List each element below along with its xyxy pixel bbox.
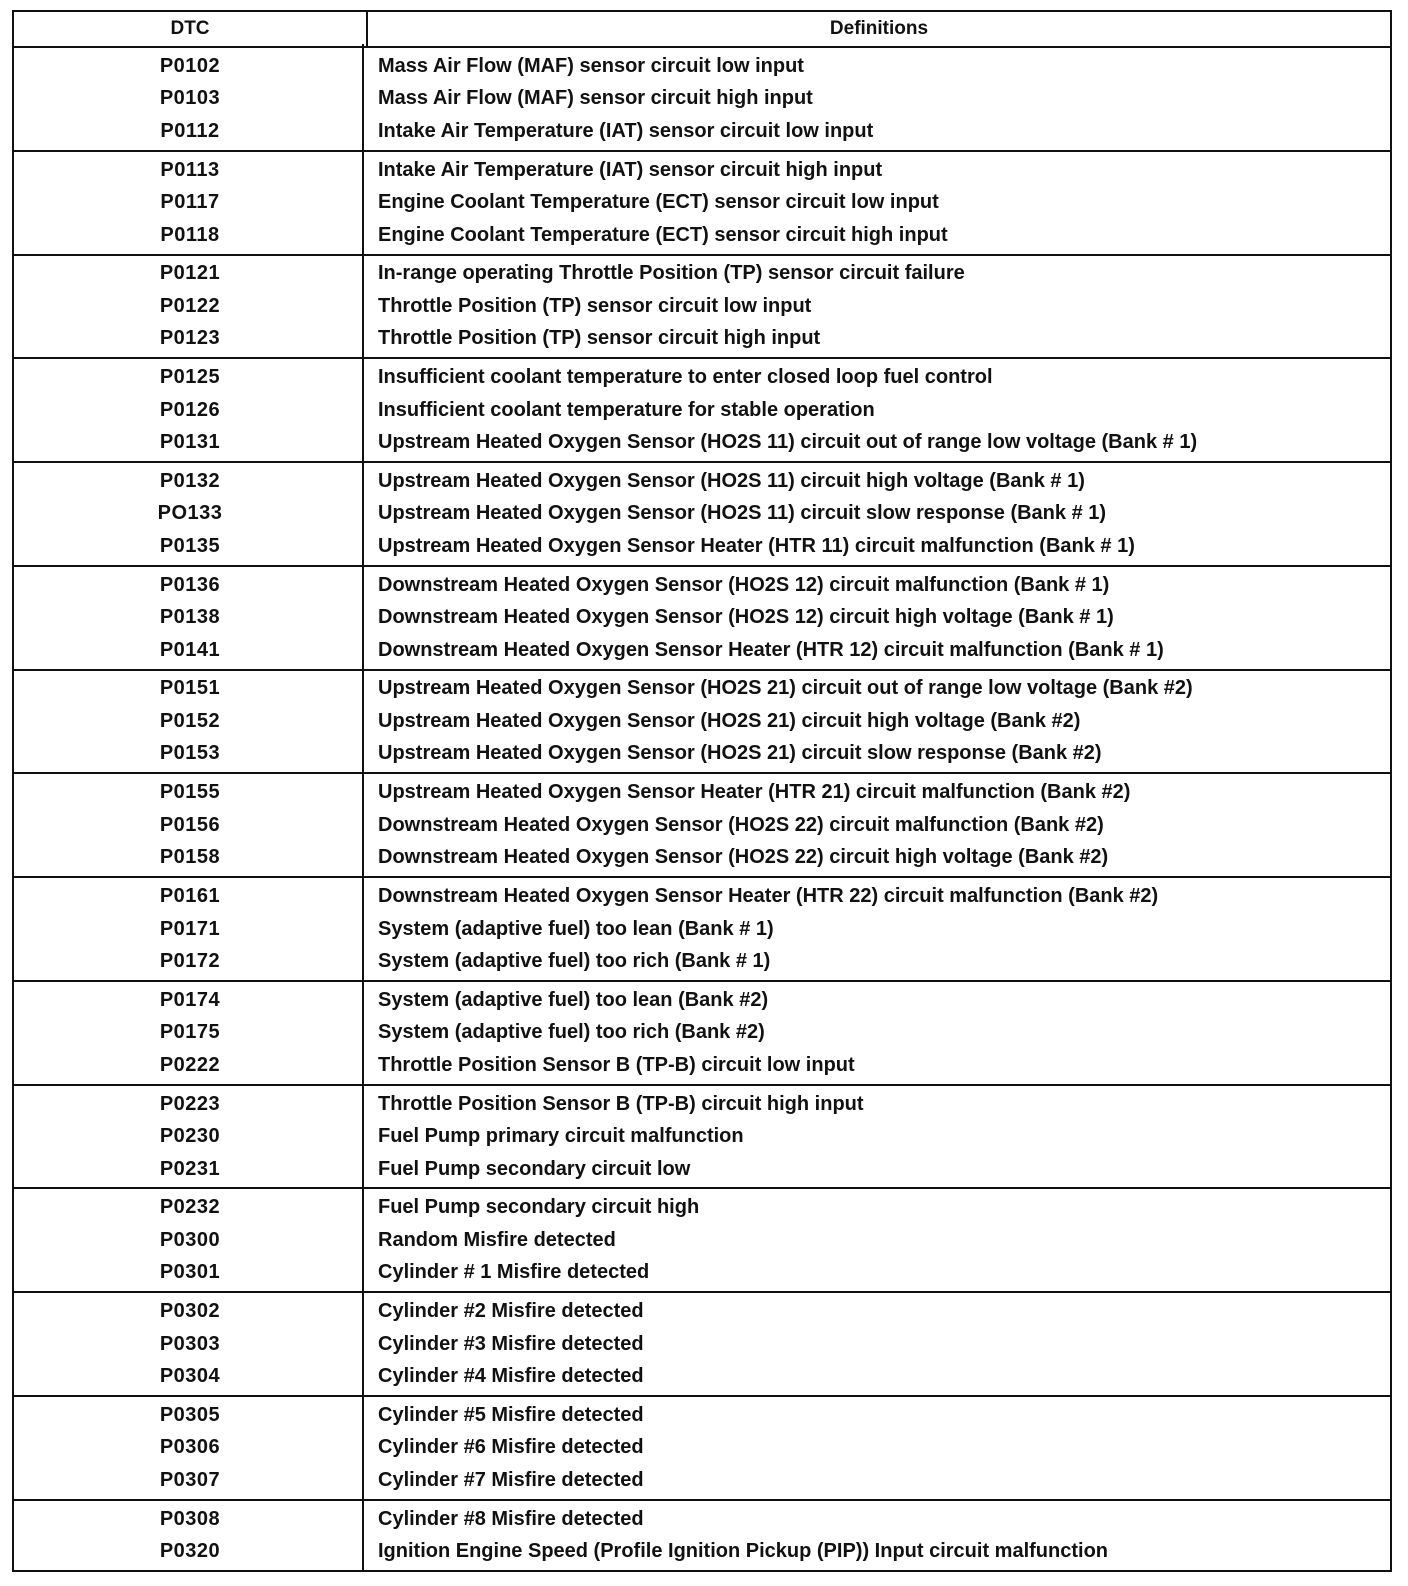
table-row	[14, 738, 1390, 771]
dtc-code: P0113	[160, 158, 220, 181]
dtc-definition: Fuel Pump primary circuit malfunction	[378, 1125, 744, 1148]
dtc-definition: Intake Air Temperature (IAT) sensor circuit high input	[378, 158, 883, 181]
dtc-definition: Fuel Pump secondary circuit high	[378, 1196, 700, 1219]
dtc-code: P0155	[159, 781, 221, 804]
dtc-code: P0126	[159, 398, 221, 421]
row-group	[14, 878, 1390, 982]
dtc-code: P0102	[159, 54, 221, 77]
table-header	[14, 12, 1390, 48]
dtc-code: P0158	[159, 846, 221, 869]
dtc-code: P0152	[159, 709, 221, 732]
dtc-code: P0156	[159, 813, 221, 836]
dtc-definitions-table	[12, 10, 1392, 1572]
dtc-definition: Intake Air Temperature (IAT) sensor circuit low input	[378, 119, 874, 142]
dtc-definition: System (adaptive fuel) too rich (Bank #2)	[378, 1021, 765, 1044]
dtc-definition: Cylinder #6 Misfire detected	[378, 1436, 644, 1459]
table-row	[14, 50, 1390, 83]
dtc-definition: Engine Coolant Temperature (ECT) sensor circuit high input	[378, 223, 948, 246]
dtc-definition: Downstream Heated Oxygen Sensor (HO2S 22) circuit malfunction (Bank #2)	[378, 813, 1104, 836]
dtc-code: P0131	[159, 431, 221, 454]
dtc-code: P0103	[159, 87, 221, 110]
table-row	[14, 115, 1390, 148]
dtc-code: P0308	[159, 1507, 221, 1530]
table-row	[14, 154, 1390, 187]
dtc-code: P0161	[159, 885, 221, 907]
dtc-code: P0117	[160, 191, 220, 214]
table-row	[14, 601, 1390, 634]
table-row	[14, 258, 1390, 291]
table-row	[14, 1192, 1390, 1225]
dtc-definition: Mass Air Flow (MAF) sensor circuit low input	[378, 54, 804, 77]
dtc-definition: Cylinder #8 Misfire detected	[378, 1507, 644, 1530]
table-row	[14, 1049, 1390, 1082]
dtc-code: P0230	[159, 1125, 221, 1148]
table-row	[14, 83, 1390, 116]
dtc-definition: Downstream Heated Oxygen Sensor (HO2S 22) circuit high voltage (Bank #2)	[378, 846, 1109, 869]
dtc-code: P0301	[159, 1261, 221, 1284]
dtc-code: P0307	[159, 1468, 221, 1491]
table-row	[14, 1088, 1390, 1121]
dtc-definition: Downstream Heated Oxygen Sensor Heater (HTR 22) circuit malfunction (Bank #2)	[378, 885, 1159, 907]
dtc-definition: Upstream Heated Oxygen Sensor Heater (HTR 21) circuit malfunction (Bank #2)	[378, 781, 1131, 804]
dtc-definition: Throttle Position Sensor B (TP-B) circuit low input	[378, 1053, 855, 1076]
table-row	[14, 841, 1390, 874]
dtc-definition: Upstream Heated Oxygen Sensor (HO2S 21) circuit out of range low voltage (Bank #2)	[378, 677, 1193, 700]
row-group	[14, 982, 1390, 1086]
dtc-code: PO133	[157, 502, 223, 525]
row-group	[14, 1501, 1390, 1570]
dtc-definition: Throttle Position Sensor B (TP-B) circuit high input	[378, 1092, 864, 1115]
dtc-definition: Upstream Heated Oxygen Sensor (HO2S 11) circuit out of range low voltage (Bank # 1)	[378, 431, 1198, 454]
table-body	[14, 48, 1390, 1570]
dtc-definition: Mass Air Flow (MAF) sensor circuit high input	[378, 87, 813, 110]
table-row	[14, 1464, 1390, 1497]
table-row	[14, 913, 1390, 946]
row-group	[14, 774, 1390, 878]
column-divider	[362, 44, 364, 1570]
row-group	[14, 152, 1390, 256]
table-row	[14, 1432, 1390, 1465]
table-row	[14, 1399, 1390, 1432]
dtc-definition: Engine Coolant Temperature (ECT) sensor circuit low input	[378, 191, 939, 214]
dtc-definition: Cylinder #3 Misfire detected	[378, 1332, 644, 1355]
row-group	[14, 567, 1390, 671]
definitions-column-header: Definitions	[829, 18, 929, 39]
dtc-code: P0305	[159, 1403, 221, 1426]
dtc-code: P0121	[159, 262, 221, 285]
dtc-definition: Upstream Heated Oxygen Sensor (HO2S 21) circuit slow response (Bank #2)	[378, 742, 1102, 765]
table-row	[14, 361, 1390, 394]
table-row	[14, 1120, 1390, 1153]
dtc-code: P0135	[159, 534, 221, 557]
table-row	[14, 219, 1390, 252]
dtc-code: P0138	[159, 606, 221, 629]
dtc-definition: Cylinder #2 Misfire detected	[378, 1300, 644, 1323]
table-row	[14, 945, 1390, 978]
dtc-code: P0141	[159, 638, 221, 661]
dtc-column-header: DTC	[14, 12, 368, 46]
dtc-definition: Upstream Heated Oxygen Sensor (HO2S 11) circuit slow response (Bank # 1)	[378, 502, 1107, 525]
dtc-definition: System (adaptive fuel) too rich (Bank # 1)	[378, 950, 771, 972]
dtc-code: P0132	[159, 469, 221, 492]
dtc-code: P0302	[159, 1300, 221, 1323]
dtc-code: P0231	[159, 1157, 221, 1180]
table-row	[14, 323, 1390, 356]
table-row	[14, 634, 1390, 667]
table-row	[14, 569, 1390, 602]
dtc-code: P0303	[159, 1332, 221, 1355]
row-group	[14, 48, 1390, 152]
dtc-code: P0174	[159, 988, 221, 1011]
dtc-definition: Insufficient coolant temperature to enter closed loop fuel control	[378, 366, 993, 389]
table-row	[14, 809, 1390, 842]
table-row	[14, 1503, 1390, 1536]
row-group	[14, 1397, 1390, 1501]
dtc-definition: In-range operating Throttle Position (TP) sensor circuit failure	[378, 262, 965, 285]
table-row	[14, 465, 1390, 498]
table-row	[14, 776, 1390, 809]
dtc-code: P0320	[159, 1540, 221, 1563]
row-group	[14, 671, 1390, 775]
row-group	[14, 1293, 1390, 1397]
table-row	[14, 1295, 1390, 1328]
dtc-code: P0306	[159, 1436, 221, 1459]
dtc-code: P0223	[159, 1092, 221, 1115]
dtc-definition: System (adaptive fuel) too lean (Bank #2)	[378, 988, 769, 1011]
table-row	[14, 290, 1390, 323]
dtc-definition: System (adaptive fuel) too lean (Bank # 1)	[378, 917, 774, 940]
row-group	[14, 463, 1390, 567]
dtc-definition: Upstream Heated Oxygen Sensor (HO2S 21) circuit high voltage (Bank #2)	[378, 709, 1081, 732]
dtc-code: P0172	[159, 950, 221, 972]
dtc-definition: Throttle Position (TP) sensor circuit high input	[378, 327, 821, 350]
dtc-definition: Cylinder #5 Misfire detected	[378, 1403, 644, 1426]
dtc-definition: Downstream Heated Oxygen Sensor (HO2S 12) circuit high voltage (Bank # 1)	[378, 606, 1114, 629]
table-row	[14, 426, 1390, 459]
dtc-code: P0112	[160, 119, 220, 142]
table-row	[14, 530, 1390, 563]
table-row	[14, 705, 1390, 738]
dtc-code: P0136	[159, 573, 221, 596]
dtc-code: P0300	[159, 1228, 221, 1251]
row-group	[14, 1189, 1390, 1293]
dtc-code: P0232	[159, 1196, 221, 1219]
dtc-definition: Downstream Heated Oxygen Sensor (HO2S 12) circuit malfunction (Bank # 1)	[378, 573, 1110, 596]
dtc-code: P0118	[160, 223, 220, 246]
dtc-code: P0153	[159, 742, 221, 765]
table-row	[14, 984, 1390, 1017]
table-row	[14, 1224, 1390, 1257]
table-row	[14, 498, 1390, 531]
dtc-definition: Cylinder #7 Misfire detected	[378, 1468, 644, 1491]
row-group	[14, 256, 1390, 360]
dtc-definition: Upstream Heated Oxygen Sensor (HO2S 11) circuit high voltage (Bank # 1)	[378, 469, 1085, 492]
table-row	[14, 394, 1390, 427]
dtc-code: P0125	[159, 366, 221, 389]
dtc-definition: Fuel Pump secondary circuit low	[378, 1157, 691, 1180]
table-row	[14, 1017, 1390, 1050]
dtc-definition: Downstream Heated Oxygen Sensor Heater (HTR 12) circuit malfunction (Bank # 1)	[378, 638, 1164, 661]
dtc-definition: Random Misfire detected	[378, 1228, 616, 1251]
dtc-definition: Cylinder #4 Misfire detected	[378, 1365, 644, 1388]
dtc-definition: Cylinder # 1 Misfire detected	[378, 1261, 650, 1284]
table-row	[14, 1328, 1390, 1361]
dtc-code: P0122	[159, 294, 221, 317]
table-row	[14, 1257, 1390, 1290]
table-row	[14, 1360, 1390, 1393]
row-group	[14, 1086, 1390, 1190]
table-row	[14, 186, 1390, 219]
table-row	[14, 880, 1390, 913]
dtc-definition: Upstream Heated Oxygen Sensor Heater (HTR 11) circuit malfunction (Bank # 1)	[378, 534, 1135, 557]
dtc-definition: Ignition Engine Speed (Profile Ignition Pickup (PIP)) Input circuit malfunction	[378, 1540, 1108, 1563]
dtc-code: P0123	[159, 327, 221, 350]
dtc-code: P0304	[159, 1365, 221, 1388]
dtc-code: P0171	[159, 917, 221, 940]
dtc-definition: Insufficient coolant temperature for stable operation	[378, 398, 875, 421]
table-row	[14, 673, 1390, 706]
row-group	[14, 359, 1390, 463]
dtc-definition: Throttle Position (TP) sensor circuit low input	[378, 294, 812, 317]
dtc-code: P0175	[159, 1021, 221, 1044]
dtc-code: P0151	[159, 677, 221, 700]
table-row	[14, 1153, 1390, 1186]
table-row	[14, 1535, 1390, 1568]
dtc-code: P0222	[159, 1053, 221, 1076]
